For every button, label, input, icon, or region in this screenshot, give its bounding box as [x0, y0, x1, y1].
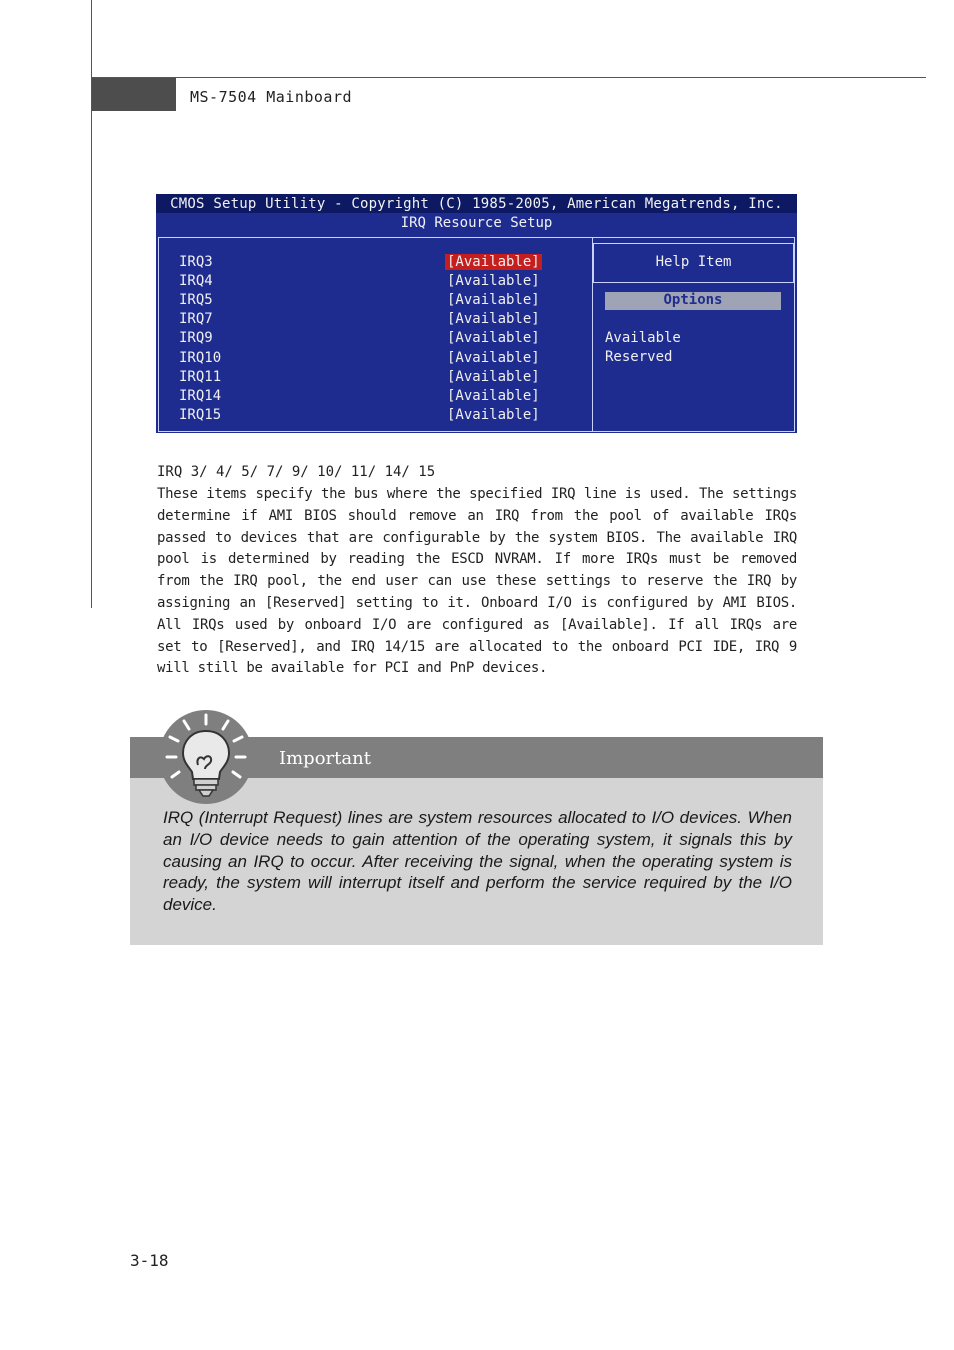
irq-name: IRQ5: [179, 292, 213, 309]
help-item-title: Help Item: [655, 254, 732, 270]
bios-title: CMOS Setup Utility - Copyright (C) 1985-2005, American Megatrends, Inc.: [170, 196, 783, 212]
irq-name: IRQ11: [179, 368, 222, 385]
irq-value[interactable]: [Available]: [447, 349, 540, 366]
irq-name: IRQ7: [179, 311, 213, 328]
lightbulb-icon: [158, 709, 254, 805]
irq-name: IRQ4: [179, 273, 213, 290]
irq-row-irq14[interactable]: [156, 388, 586, 407]
irq-value[interactable]: [Available]: [447, 292, 540, 309]
header-tab-block: [92, 78, 176, 111]
irq-row-irq15[interactable]: [156, 407, 586, 426]
header-rule: [91, 77, 926, 78]
irq-name: IRQ3: [179, 254, 213, 270]
irq-value[interactable]: [Available]: [447, 406, 540, 423]
bios-subtitle: IRQ Resource Setup: [400, 215, 553, 231]
irq-row-irq4[interactable]: [156, 273, 586, 292]
irq-name: IRQ14: [179, 387, 222, 404]
options-header-label: Options: [663, 292, 723, 308]
important-text: IRQ (Interrupt Request) lines are system resources allocated to I/O devices. When an I/O device needs to gain attention of the operating system, it signals this by causing an IRQ to occur. After receiving the signal, when the operating system is ready, the system will interrupt itself and perform the service required by the I/O device.: [163, 808, 792, 915]
section-body: These items specify the bus where the specified IRQ line is used. The settings determine if AMI BIOS should remove an IRQ from the pool of available IRQs passed to devices that are configurable by the system BIOS. The available IRQ pool is determined by reading the ESCD NVRAM. If more IRQs must be removed from the IRQ pool, the end user can use these settings to reserve the IRQ by assigning an [Reserved] setting to it. Onboard I/O is configured by AMI BIOS. All IRQs used by onboard I/O are configured as [Available]. If all IRQs are set to [Reserved], and IRQ 14/15 are allocated to the onboard PCI IDE, IRQ 9 will still be available for PCI and PnP devices.: [157, 486, 797, 677]
irq-name: IRQ10: [179, 349, 222, 366]
irq-row-irq10[interactable]: [156, 350, 586, 369]
irq-row-irq9[interactable]: [156, 330, 586, 349]
irq-row-irq5[interactable]: [156, 292, 586, 311]
section-heading: IRQ 3/ 4/ 5/ 7/ 9/ 10/ 11/ 14/ 15: [157, 464, 436, 480]
irq-value[interactable]: [Available]: [447, 311, 540, 328]
option-available: Available: [605, 330, 681, 346]
irq-row-irq11[interactable]: [156, 369, 586, 388]
running-header: MS-7504 Mainboard: [190, 88, 353, 106]
irq-row-irq3[interactable]: [156, 254, 586, 273]
option-reserved: Reserved: [605, 349, 673, 365]
irq-name: IRQ9: [179, 330, 213, 347]
page-number: 3-18: [130, 1251, 169, 1270]
irq-name: IRQ15: [179, 406, 222, 423]
irq-value[interactable]: [Available]: [447, 254, 540, 270]
irq-value[interactable]: [Available]: [447, 273, 540, 290]
irq-value[interactable]: [Available]: [447, 330, 540, 347]
irq-value[interactable]: [Available]: [447, 387, 540, 404]
irq-row-irq7[interactable]: [156, 311, 586, 330]
irq-value[interactable]: [Available]: [447, 368, 540, 385]
important-title: Important: [279, 748, 371, 769]
bios-screenshot: [156, 194, 797, 433]
